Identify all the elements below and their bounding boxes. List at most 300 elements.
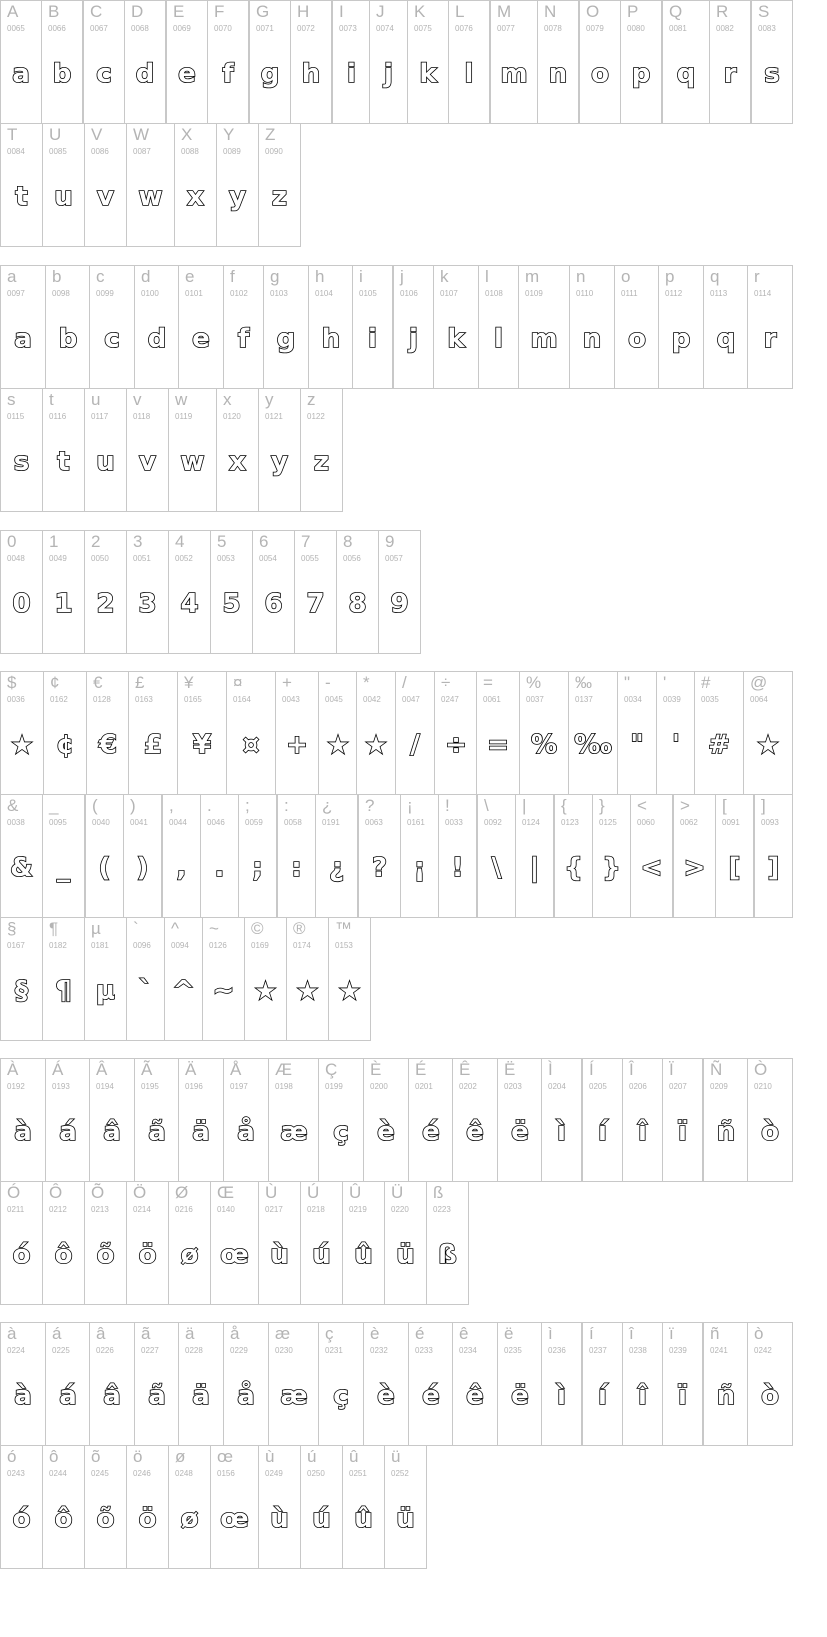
glyph-code-label: 0086: [91, 147, 109, 156]
glyph-character-label: ë: [504, 1324, 514, 1343]
glyph-sample: p: [631, 59, 651, 89]
glyph-cell: [45, 1322, 91, 1446]
glyph-code-label: 0082: [716, 24, 734, 33]
glyph-character-label: 5: [217, 532, 227, 551]
glyph-code-label: 0227: [141, 1346, 159, 1355]
glyph-character-label: y: [265, 390, 274, 409]
glyph-sample: æ: [280, 1381, 308, 1411]
glyph-character-label: Ø: [175, 1183, 189, 1202]
glyph-character-label: ÷: [441, 673, 451, 692]
glyph-sample: æ: [280, 1117, 308, 1147]
glyph-cell: [89, 1058, 135, 1182]
glyph-code-label: 0091: [722, 818, 740, 827]
glyph-character-label: Œ: [217, 1183, 234, 1202]
glyph-sample: 5: [222, 589, 241, 619]
glyph-character-label: µ: [91, 919, 101, 938]
glyph-code-label: 0249: [265, 1469, 283, 1478]
glyph-code-label: 0218: [307, 1205, 325, 1214]
glyph-cell: [395, 671, 435, 795]
glyph-sample: ã: [148, 1117, 166, 1147]
glyph-code-label: 0174: [293, 941, 311, 950]
glyph-sample: 0: [12, 589, 31, 619]
glyph-sample: }: [602, 853, 621, 883]
glyph-cell: [518, 265, 570, 389]
glyph-sample: â: [103, 1381, 121, 1411]
glyph-cell: [238, 794, 277, 918]
glyph-cell: [168, 1181, 211, 1305]
glyph-character-label: |: [522, 796, 527, 815]
glyph-code-label: 0202: [459, 1082, 477, 1091]
glyph-code-label: 0216: [175, 1205, 193, 1214]
glyph-cell: [268, 1058, 320, 1182]
glyph-cell: [662, 0, 710, 124]
glyph-code-label: 0182: [49, 941, 67, 950]
glyph-cell: [210, 1445, 259, 1569]
star-glyph-icon: ★: [327, 731, 349, 759]
glyph-sample: >: [683, 853, 706, 883]
glyph-code-label: 0048: [7, 554, 25, 563]
glyph-sample: 8: [348, 589, 367, 619]
glyph-sample: ê: [466, 1381, 484, 1411]
glyph-cell: [89, 265, 135, 389]
glyph-sample: ": [630, 730, 644, 760]
glyph-code-label: 0241: [710, 1346, 728, 1355]
glyph-cell: [42, 1181, 85, 1305]
glyph-code-label: 0223: [433, 1205, 451, 1214]
glyph-cell: [178, 265, 224, 389]
star-glyph-icon: ★: [757, 731, 779, 759]
glyph-sample: 6: [264, 589, 283, 619]
glyph-sample: [: [728, 853, 741, 883]
glyph-sample: a: [14, 324, 32, 354]
glyph-sample: ô: [54, 1504, 73, 1534]
glyph-cell: [658, 265, 704, 389]
glyph-sample: (: [98, 853, 111, 883]
glyph-cell: [42, 917, 85, 1041]
glyph-character-label: I: [339, 2, 344, 21]
glyph-code-label: 0248: [175, 1469, 193, 1478]
glyph-character-label: ^: [171, 919, 179, 938]
glyph-sample: j: [409, 324, 418, 354]
glyph-code-label: 0111: [621, 289, 638, 298]
glyph-cell: [0, 123, 43, 247]
glyph-code-label: 0239: [669, 1346, 687, 1355]
glyph-cell: [369, 0, 408, 124]
glyph-cell: [300, 1445, 343, 1569]
glyph-code-label: 0198: [275, 1082, 293, 1091]
glyph-character-label: ù: [265, 1447, 275, 1466]
glyph-cell: [622, 1322, 663, 1446]
glyph-cell: [249, 0, 291, 124]
glyph-character-label: F: [214, 2, 225, 21]
glyph-sample: ¶: [55, 976, 72, 1006]
glyph-cell: [452, 1322, 498, 1446]
glyph-character-label: õ: [91, 1447, 101, 1466]
glyph-sample: e: [178, 59, 196, 89]
glyph-sample: 4: [180, 589, 199, 619]
glyph-code-label: 0200: [370, 1082, 388, 1091]
glyph-code-label: 0034: [624, 695, 642, 704]
glyph-sample: ú: [312, 1240, 331, 1270]
glyph-code-label: 0209: [710, 1082, 728, 1091]
glyph-sample: n: [548, 59, 568, 89]
glyph-sample: a: [12, 59, 30, 89]
glyph-cell: [134, 265, 180, 389]
glyph-sample: n: [582, 324, 602, 354]
glyph-cell: [126, 917, 165, 1041]
glyph-character-label: P: [627, 2, 639, 21]
glyph-character-label: #: [701, 673, 711, 692]
glyph-cell: [630, 794, 673, 918]
glyph-character-label: 2: [91, 532, 101, 551]
glyph-character-label: :: [284, 796, 289, 815]
glyph-character-label: Ã: [141, 1060, 153, 1079]
glyph-sample: y: [271, 447, 288, 477]
glyph-code-label: 0195: [141, 1082, 159, 1091]
glyph-character-label: G: [256, 2, 270, 21]
glyph-code-label: 0059: [245, 818, 263, 827]
glyph-cell: [433, 265, 479, 389]
glyph-sample: <: [640, 853, 663, 883]
glyph-character-label: Í: [589, 1060, 594, 1079]
glyph-character-label: Õ: [91, 1183, 105, 1202]
glyph-character-label: /: [402, 673, 407, 692]
glyph-code-label: 0092: [484, 818, 502, 827]
glyph-code-label: 0242: [754, 1346, 772, 1355]
glyph-cell: [400, 794, 439, 918]
glyph-character-label: d: [141, 267, 151, 286]
glyph-character-label: Ï: [669, 1060, 674, 1079]
glyph-character-label: O: [586, 2, 600, 21]
glyph-code-label: 0071: [256, 24, 274, 33]
glyph-code-label: 0140: [217, 1205, 235, 1214]
glyph-character-label: À: [7, 1060, 19, 1079]
glyph-code-label: 0236: [548, 1346, 566, 1355]
glyph-cell: [358, 794, 401, 918]
glyph-character-label: X: [181, 125, 193, 144]
glyph-cell: [84, 917, 127, 1041]
glyph-cell: [0, 1181, 43, 1305]
glyph-sample: h: [321, 324, 341, 354]
glyph-sample: ù: [270, 1504, 289, 1534]
glyph-sample: î: [638, 1381, 647, 1411]
glyph-code-label: 0079: [586, 24, 604, 33]
glyph-character-label: E: [173, 2, 185, 21]
glyph-character-label: -: [325, 673, 331, 692]
glyph-code-label: 0050: [91, 554, 109, 563]
glyph-sample: :: [291, 853, 302, 883]
glyph-sample: ^: [172, 976, 195, 1006]
glyph-code-label: 0042: [363, 695, 381, 704]
glyph-sample: i: [347, 59, 356, 89]
glyph-character-label: í: [589, 1324, 594, 1343]
glyph-sample: ê: [466, 1117, 484, 1147]
glyph-code-label: 0069: [173, 24, 191, 33]
glyph-code-label: 0231: [325, 1346, 343, 1355]
glyph-character-label: 1: [49, 532, 59, 551]
glyph-cell: [244, 917, 287, 1041]
glyph-character-label: ø: [175, 1447, 186, 1466]
glyph-cell: [656, 671, 696, 795]
glyph-character-label: $: [7, 673, 17, 692]
glyph-sample: k: [419, 59, 437, 89]
glyph-cell: [275, 671, 319, 795]
glyph-cell: [84, 1181, 127, 1305]
glyph-sample: ¢: [55, 730, 75, 760]
glyph-code-label: 0226: [96, 1346, 114, 1355]
glyph-cell: [662, 1322, 703, 1446]
glyph-character-label: ™: [335, 919, 352, 938]
glyph-cell: [541, 1058, 582, 1182]
glyph-code-label: 0078: [544, 24, 562, 33]
glyph-character-label: T: [7, 125, 18, 144]
glyph-character-label: m: [525, 267, 540, 286]
glyph-cell: [342, 1181, 385, 1305]
glyph-sample: ~: [212, 976, 235, 1006]
glyph-character-label: Ü: [391, 1183, 404, 1202]
glyph-character-label: â: [96, 1324, 106, 1343]
glyph-cell: [747, 1322, 793, 1446]
glyph-cell: [134, 1322, 180, 1446]
glyph-sample: ¥: [192, 730, 212, 760]
glyph-character-label: L: [455, 2, 465, 21]
glyph-code-label: 0049: [49, 554, 67, 563]
glyph-character-label: §: [7, 919, 17, 938]
glyph-sample: b: [52, 59, 72, 89]
glyph-character-label: U: [49, 125, 62, 144]
glyph-cell: [477, 794, 516, 918]
glyph-code-label: 0076: [455, 24, 473, 33]
glyph-cell: [84, 530, 127, 654]
glyph-sample: x: [229, 447, 246, 477]
glyph-cell: [45, 1058, 91, 1182]
glyph-cell: [384, 1445, 427, 1569]
glyph-sample: á: [59, 1117, 77, 1147]
glyph-cell: [86, 671, 130, 795]
glyph-cell: [393, 265, 434, 389]
glyph-sample: ü: [396, 1240, 415, 1270]
glyph-cell: [620, 0, 662, 124]
glyph-code-label: 0089: [223, 147, 241, 156]
glyph-cell: [448, 0, 490, 124]
glyph-cell: [315, 794, 358, 918]
glyph-character-label: ¡: [407, 796, 413, 815]
glyph-sample: ì: [557, 1117, 566, 1147]
glyph-sample: g: [276, 324, 296, 354]
glyph-cell: [177, 671, 227, 795]
glyph-character-label: Ä: [185, 1060, 197, 1079]
glyph-sample: œ: [220, 1504, 249, 1534]
glyph-cell: [134, 1058, 180, 1182]
glyph-cell: [162, 794, 201, 918]
glyph-code-label: 0123: [561, 818, 579, 827]
glyph-sample: ñ: [716, 1381, 736, 1411]
glyph-code-label: 0228: [185, 1346, 203, 1355]
glyph-character-label: Æ: [275, 1060, 292, 1079]
glyph-character-label: k: [440, 267, 449, 286]
glyph-sample: å: [237, 1117, 255, 1147]
glyph-code-label: 0214: [133, 1205, 151, 1214]
glyph-sample: õ: [96, 1504, 115, 1534]
glyph-character-label: ®: [293, 919, 306, 938]
glyph-character-label: ~: [209, 919, 219, 938]
glyph-code-label: 0126: [209, 941, 227, 950]
glyph-character-label: w: [175, 390, 188, 409]
glyph-code-label: 0128: [93, 695, 111, 704]
glyph-character-label: ã: [141, 1324, 151, 1343]
glyph-cell: [223, 1058, 269, 1182]
glyph-character-label: l: [485, 267, 489, 286]
glyph-character-label: á: [52, 1324, 62, 1343]
glyph-character-label: {: [561, 796, 567, 815]
glyph-sample: +: [286, 730, 308, 760]
glyph-character-label: @: [750, 673, 768, 692]
glyph-code-label: 0210: [754, 1082, 772, 1091]
glyph-character-label: ¿: [322, 796, 333, 815]
glyph-sample: ?: [371, 853, 388, 883]
glyph-code-label: 0075: [414, 24, 432, 33]
glyph-code-label: 0233: [415, 1346, 433, 1355]
glyph-character-label: p: [665, 267, 675, 286]
glyph-sample: k: [447, 324, 465, 354]
glyph-code-label: 0066: [48, 24, 66, 33]
glyph-character-label: È: [370, 1060, 382, 1079]
glyph-cell: [0, 1058, 46, 1182]
glyph-character-label: b: [52, 267, 62, 286]
glyph-cell: [0, 388, 43, 512]
glyph-code-label: 0033: [445, 818, 463, 827]
glyph-character-label: [: [722, 796, 727, 815]
glyph-character-label: ê: [459, 1324, 469, 1343]
glyph-cell: [123, 794, 162, 918]
glyph-character-label: _: [49, 796, 59, 815]
glyph-code-label: 0192: [7, 1082, 25, 1091]
glyph-sample: ø: [180, 1504, 199, 1534]
glyph-sample: ú: [312, 1504, 331, 1534]
glyph-code-label: 0057: [385, 554, 403, 563]
glyph-code-label: 0124: [522, 818, 540, 827]
glyph-code-label: 0101: [185, 289, 203, 298]
glyph-sample: /: [410, 730, 420, 760]
glyph-character-label: î: [629, 1324, 634, 1343]
glyph-sample: %: [530, 730, 558, 760]
glyph-cell: [426, 1181, 469, 1305]
glyph-sample: d: [135, 59, 155, 89]
glyph-sample: ÷: [445, 730, 467, 760]
glyph-sample: o: [591, 59, 609, 89]
glyph-sample: 7: [306, 589, 325, 619]
glyph-sample: å: [237, 1381, 255, 1411]
glyph-sample: á: [59, 1381, 77, 1411]
glyph-sample: ñ: [716, 1117, 736, 1147]
glyph-sample: ö: [138, 1240, 157, 1270]
glyph-code-label: 0036: [7, 695, 25, 704]
glyph-code-label: 0245: [91, 1469, 109, 1478]
glyph-character-label: é: [415, 1324, 425, 1343]
glyph-character-label: o: [621, 267, 631, 286]
glyph-cell: [703, 1322, 749, 1446]
glyph-character-label: ò: [754, 1324, 764, 1343]
glyph-sample: ,: [176, 853, 187, 883]
glyph-sample: µ: [95, 976, 116, 1006]
glyph-cell: [554, 794, 593, 918]
glyph-character-label: è: [370, 1324, 380, 1343]
glyph-cell: [408, 1058, 454, 1182]
glyph-cell: [168, 530, 211, 654]
glyph-code-label: 0120: [223, 412, 241, 421]
glyph-sample: ï: [678, 1117, 687, 1147]
glyph-cell: [258, 1445, 301, 1569]
glyph-code-label: 0229: [230, 1346, 248, 1355]
glyph-cell: [166, 0, 208, 124]
glyph-character-label: æ: [275, 1324, 291, 1343]
glyph-code-label: 0103: [270, 289, 288, 298]
glyph-code-label: 0035: [701, 695, 719, 704]
glyph-sample: y: [229, 182, 246, 212]
glyph-code-label: 0097: [7, 289, 25, 298]
glyph-character-label: 6: [259, 532, 269, 551]
glyph-sample: v: [97, 182, 114, 212]
glyph-code-label: 0237: [589, 1346, 607, 1355]
glyph-character-label: Z: [265, 125, 276, 144]
glyph-code-label: 0205: [589, 1082, 607, 1091]
glyph-code-label: 0247: [441, 695, 459, 704]
glyph-code-label: 0081: [669, 24, 687, 33]
glyph-cell: [84, 1445, 127, 1569]
glyph-character-label: H: [297, 2, 310, 21]
glyph-character-label: n: [576, 267, 586, 286]
glyph-code-label: 0117: [91, 412, 109, 421]
glyph-character-label: M: [497, 2, 512, 21]
glyph-sample: l: [494, 324, 503, 354]
glyph-cell: [207, 0, 249, 124]
glyph-sample: b: [58, 324, 78, 354]
glyph-sample: m: [530, 324, 558, 354]
glyph-character-label: ": [624, 673, 631, 692]
glyph-code-label: 0094: [171, 941, 189, 950]
glyph-sample: |: [529, 853, 540, 883]
glyph-cell: [84, 123, 127, 247]
glyph-cell: [83, 0, 125, 124]
glyph-character-label: ä: [185, 1324, 195, 1343]
glyph-cell: [223, 265, 264, 389]
glyph-cell: [258, 1181, 301, 1305]
glyph-character-label: Ò: [754, 1060, 768, 1079]
glyph-cell: [126, 530, 169, 654]
glyph-sample: 1: [54, 589, 73, 619]
glyph-sample: 2: [96, 589, 115, 619]
glyph-cell: [0, 671, 44, 795]
glyph-character-label: Q: [669, 2, 683, 21]
glyph-cell: [0, 0, 42, 124]
glyph-character-label: s: [7, 390, 16, 409]
glyph-character-label: v: [133, 390, 142, 409]
glyph-code-label: 0119: [175, 412, 193, 421]
glyph-cell: [336, 530, 379, 654]
glyph-sample: â: [103, 1117, 121, 1147]
glyph-character-label: ): [130, 796, 136, 815]
glyph-cell: [703, 1058, 749, 1182]
glyph-character-label: Å: [230, 1060, 242, 1079]
glyph-code-label: 0206: [629, 1082, 647, 1091]
glyph-sample: {: [564, 853, 583, 883]
glyph-character-label: *: [363, 673, 370, 692]
glyph-character-label: <: [637, 796, 647, 815]
glyph-sample: è: [377, 1381, 395, 1411]
glyph-character-label: ?: [365, 796, 375, 815]
glyph-cell: [541, 1322, 582, 1446]
glyph-character-label: \: [484, 796, 489, 815]
